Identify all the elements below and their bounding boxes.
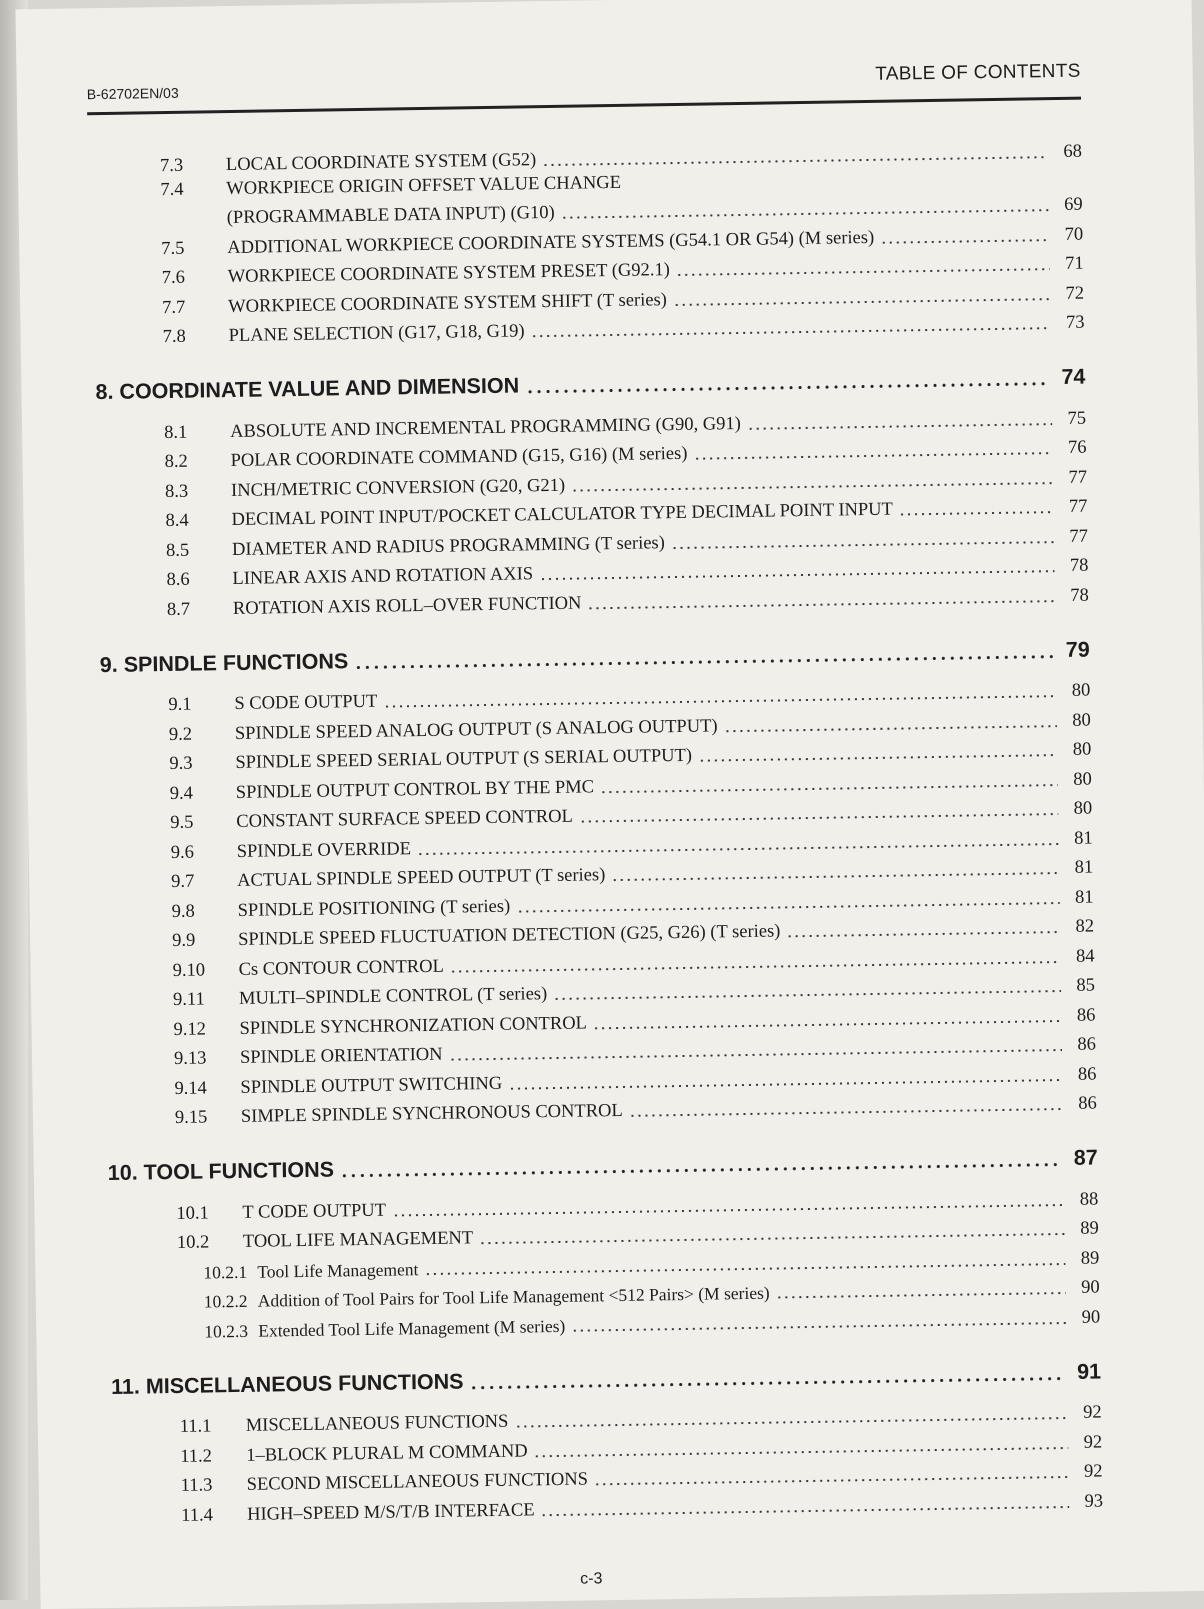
entry-number: 10.2.2 [203, 1290, 248, 1312]
entry-title: Cs CONTOUR CONTROL [238, 956, 444, 980]
entry-page: 85 [1076, 975, 1096, 996]
leader-dots [541, 1505, 1069, 1515]
entry-page: 71 [1064, 253, 1084, 274]
entry-number: 9.11 [172, 989, 205, 1010]
page-number: c-3 [580, 1570, 603, 1588]
leader-dots [724, 725, 1057, 732]
toc-chapter[interactable] [95, 626, 1089, 678]
entry-page: 81 [1074, 857, 1094, 878]
chapter-page: 79 [1065, 637, 1090, 662]
entry-title: T CODE OUTPUT [242, 1200, 387, 1223]
leader-dots [673, 298, 1050, 306]
entry-page: 86 [1077, 1063, 1097, 1085]
toc-chapter[interactable] [91, 354, 1085, 406]
entry-number: 8.1 [164, 422, 188, 443]
entry-number: 9.1 [168, 694, 192, 716]
entry-page: 80 [1073, 769, 1092, 790]
chapter-title: 10. TOOL FUNCTIONS [107, 1157, 335, 1186]
entry-number: 8.6 [166, 569, 190, 591]
entry-page: 89 [1080, 1247, 1100, 1269]
entry-page: 70 [1064, 224, 1084, 245]
chapter-title: 9. SPINDLE FUNCTIONS [99, 648, 349, 677]
entry-title: SPINDLE SPEED FLUCTUATION DETECTION (G25, G26) (T series) [237, 921, 781, 950]
entry-title: WORKPIECE COORDINATE SYSTEM PRESET (G92.1) [227, 260, 670, 288]
document-page [16, 0, 1204, 1609]
entry-page: 78 [1070, 585, 1089, 606]
chapter-title: 8. COORDINATE VALUE AND DIMENSION [95, 373, 520, 405]
entry-title: SPINDLE SPEED SERIAL OUTPUT (S SERIAL OUTPUT) [235, 745, 693, 773]
entry-number: 11.1 [179, 1416, 212, 1437]
entry-number: 10.2.3 [204, 1320, 249, 1342]
chapter-title: 11. MISCELLANEOUS FUNCTIONS [110, 1368, 464, 1399]
entry-page: 90 [1081, 1306, 1101, 1328]
entry-page: 86 [1077, 1034, 1097, 1055]
entry-page: 68 [1063, 141, 1083, 162]
chapter-page: 87 [1073, 1145, 1098, 1170]
entry-page: 84 [1075, 946, 1095, 967]
entry-title: LINEAR AXIS AND ROTATION AXIS [232, 564, 534, 589]
entry-title: INCH/METRIC CONVERSION (G20, G21) [230, 475, 566, 501]
table-of-contents [88, 133, 1104, 1528]
entry-title: POLAR COORDINATE COMMAND (G15, G16) (M series) [230, 443, 688, 472]
entry-title: ADDITIONAL WORKPIECE COORDINATE SYSTEMS (G54.1 OR G54) (M series) [227, 227, 875, 258]
entry-number: 9.9 [172, 930, 196, 951]
entry-title: SPINDLE POSITIONING (T series) [237, 896, 511, 921]
entry-number: 7.6 [161, 267, 186, 289]
entry-page: 81 [1074, 828, 1093, 849]
entry-title: WORKPIECE COORDINATE SYSTEM SHIFT (T series) [228, 289, 668, 317]
entry-title: Tool Life Management [257, 1258, 419, 1282]
entry-number: 9.6 [170, 842, 195, 863]
entry-page: 80 [1072, 710, 1091, 731]
entry-number: 9.5 [170, 812, 194, 834]
entry-title: 1–BLOCK PLURAL M COMMAND [246, 1440, 528, 1466]
entry-number: 9.10 [172, 959, 206, 981]
entry-number: 7.3 [159, 155, 184, 176]
entry-page: 88 [1079, 1188, 1099, 1210]
leader-dots [571, 1321, 1066, 1331]
leader-dots [747, 423, 1052, 430]
leader-dots [776, 1292, 1066, 1299]
leader-dots [786, 931, 1060, 937]
entry-title: TOOL LIFE MANAGEMENT [242, 1228, 474, 1252]
entry-number: 10.2 [176, 1232, 210, 1253]
toc-chapter[interactable] [107, 1348, 1101, 1400]
entry-page: 77 [1068, 467, 1088, 488]
document-code: B-62702EN/03 [86, 84, 179, 103]
entry-number: 8.2 [164, 451, 188, 473]
leader-dots [470, 1377, 1066, 1389]
entry-page: 92 [1083, 1461, 1103, 1482]
entry-title: DECIMAL POINT INPUT/POCKET CALCULATOR TYPE DECIMAL POINT INPUT [231, 499, 894, 531]
entry-page: 81 [1074, 887, 1094, 908]
entry-number: 8.7 [166, 599, 191, 620]
leader-dots [676, 268, 1050, 276]
entry-page: 77 [1069, 526, 1089, 547]
entry-number: 9.8 [171, 901, 195, 922]
entry-number: 9.14 [174, 1077, 208, 1099]
entry-page: 73 [1065, 312, 1085, 333]
entry-title: Extended Tool Life Management (M series) [258, 1315, 566, 1341]
entry-number: 11.2 [180, 1445, 213, 1467]
entry-number: 9.13 [173, 1048, 207, 1069]
leader-dots [629, 1108, 1063, 1117]
entry-number: 8.4 [165, 510, 189, 532]
leader-dots [525, 382, 1049, 393]
leader-dots [671, 541, 1054, 549]
entry-page: 78 [1069, 555, 1089, 576]
entry-number: 7.5 [161, 238, 185, 259]
entry-page: 72 [1065, 283, 1085, 304]
leader-dots [693, 452, 1052, 460]
entry-number: 9.7 [171, 871, 195, 892]
entry-number: 8.5 [165, 540, 190, 561]
entry-title: DIAMETER AND RADIUS PROGRAMMING (T series) [231, 532, 665, 560]
entry-number: 9.15 [174, 1107, 208, 1128]
entry-title: HIGH–SPEED M/S/T/B INTERFACE [247, 1499, 535, 1525]
entry-page: 86 [1078, 1093, 1097, 1114]
entry-title: SECOND MISCELLANEOUS FUNCTIONS [246, 1469, 589, 1495]
entry-page: 80 [1072, 739, 1092, 760]
entry-page: 93 [1084, 1490, 1104, 1512]
entry-title: PLANE SELECTION (G17, G18, G19) [228, 321, 525, 347]
page-header [86, 53, 1081, 113]
chapter-page: 74 [1061, 364, 1086, 389]
leader-dots [340, 1163, 1062, 1177]
leader-dots [587, 600, 1054, 609]
entry-title: WORKPIECE ORIGIN OFFSET VALUE CHANGE [226, 172, 622, 199]
header-title: TABLE OF CONTENTS [875, 60, 1081, 85]
entry-number: 11.4 [181, 1504, 214, 1526]
entry-title: LOCAL COORDINATE SYSTEM (G52) [225, 149, 537, 175]
entry-page: 76 [1067, 437, 1087, 458]
entry-page: 75 [1067, 408, 1087, 429]
leader-dots [698, 754, 1057, 762]
entry-number: 7.7 [162, 297, 186, 318]
entry-page: 89 [1080, 1218, 1099, 1239]
entry-number: 7.4 [160, 179, 184, 200]
entry-page: 92 [1083, 1402, 1102, 1423]
entry-number: 10.1 [176, 1202, 209, 1224]
entry-title: SPINDLE OUTPUT SWITCHING [240, 1073, 503, 1098]
entry-title: ABSOLUTE AND INCREMENTAL PROGRAMMING (G90, G91) [230, 413, 741, 442]
entry-number: 10.2.1 [203, 1261, 248, 1283]
entry-title: Addition of Tool Pairs for Tool Life Management <512 Pairs> (M series) [257, 1282, 770, 1311]
entry-title: MISCELLANEOUS FUNCTIONS [245, 1411, 509, 1436]
entry-title: MULTI–SPINDLE CONTROL (T series) [238, 984, 548, 1009]
entry-number: 9.3 [169, 753, 193, 775]
entry-number: 9.4 [169, 783, 194, 804]
entry-title: CONSTANT SURFACE SPEED CONTROL [236, 806, 573, 832]
entry-page: 86 [1076, 1004, 1096, 1026]
entry-page: 90 [1081, 1277, 1100, 1298]
entry-page: 69 [1064, 194, 1083, 215]
entry-number: 11.3 [180, 1475, 213, 1496]
entry-number: 9.12 [173, 1018, 207, 1040]
chapter-page: 91 [1076, 1358, 1102, 1384]
entry-page: 80 [1071, 680, 1091, 701]
entry-page: 77 [1068, 496, 1088, 517]
leader-dots [354, 655, 1053, 669]
leader-dots [899, 511, 1054, 515]
entry-title: S CODE OUTPUT [234, 691, 378, 714]
entry-title: SPINDLE SYNCHRONIZATION CONTROL [239, 1012, 588, 1039]
entry-title: ACTUAL SPINDLE SPEED OUTPUT (T series) [237, 865, 606, 891]
entry-number: 7.8 [162, 326, 186, 348]
entry-title: SIMPLE SPINDLE SYNCHRONOUS CONTROL [240, 1100, 623, 1127]
entry-title: SPINDLE ORIENTATION [239, 1044, 443, 1068]
entry-page: 92 [1083, 1431, 1103, 1453]
entry-title: ROTATION AXIS ROLL–OVER FUNCTION [232, 593, 582, 619]
entry-title: SPINDLE SPEED ANALOG OUTPUT (S ANALOG OUTPUT) [234, 715, 718, 744]
entry-number: 9.2 [168, 724, 193, 745]
entry-title-line2: (PROGRAMMABLE DATA INPUT) (G10) [226, 202, 555, 229]
entry-page: 82 [1075, 916, 1095, 937]
entry-title: SPINDLE OUTPUT CONTROL BY THE PMC [235, 776, 595, 803]
entry-page: 80 [1073, 798, 1093, 819]
toc-chapter[interactable] [103, 1134, 1097, 1186]
leader-dots [531, 327, 1051, 337]
entry-title: SPINDLE OVERRIDE [236, 838, 412, 862]
entry-number: 8.3 [164, 481, 189, 502]
leader-dots [880, 239, 1049, 244]
